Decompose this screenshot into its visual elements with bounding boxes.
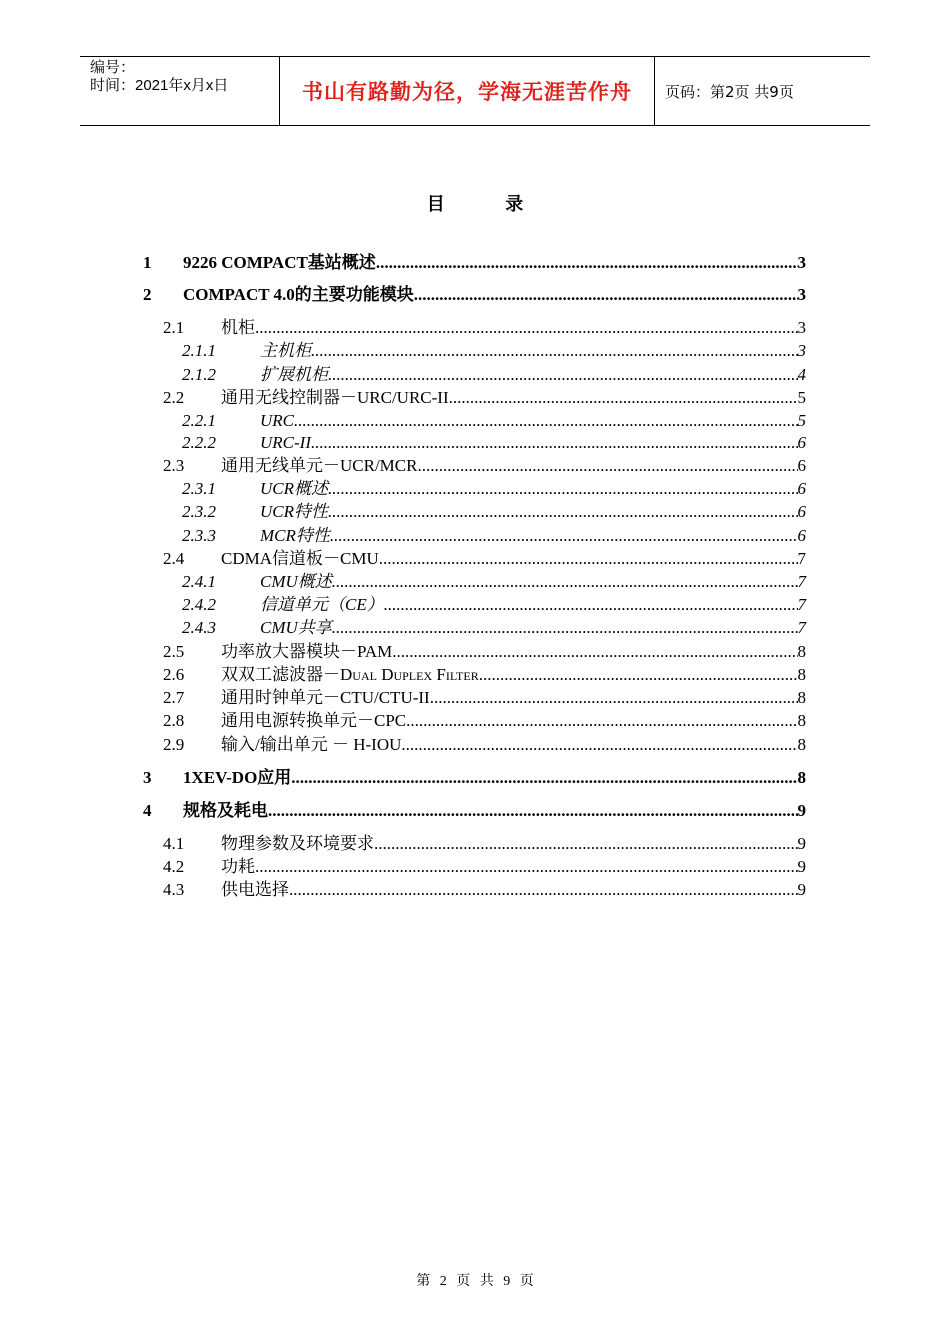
toc-entry-page: 3 <box>797 285 806 304</box>
toc-entry-1[interactable] <box>143 253 806 273</box>
toc-entry-2-2[interactable] <box>143 388 806 408</box>
toc-leader-dots <box>414 285 798 305</box>
toc-leader-dots <box>330 526 798 546</box>
toc-entry-label: 双双工滤波器－Dual Duplex Filter <box>221 665 479 684</box>
toc-entry-2-5[interactable] <box>143 642 806 662</box>
toc-entry-2-8[interactable] <box>143 711 806 731</box>
toc-entry-page: 7 <box>797 572 806 591</box>
toc-entry-number: 2.2.2 <box>182 433 216 452</box>
toc-leader-dots <box>401 735 797 755</box>
toc-entry-label: URC <box>260 411 294 430</box>
toc-entry-label: 主机柜 <box>260 341 311 360</box>
toc-entry-2-4[interactable] <box>143 549 806 569</box>
toc-entry-label: 输入/输出单元 － H-IOU <box>221 735 402 754</box>
header-page-label: 页码：第2页 共9页 <box>665 82 794 101</box>
toc-leader-dots <box>255 318 798 338</box>
toc-entry-label: 规格及耗电 <box>183 801 268 820</box>
toc-leader-dots <box>294 411 798 431</box>
toc-leader-dots <box>417 456 797 476</box>
toc-entry-number: 2.5 <box>163 642 185 661</box>
toc-entry-page: 6 <box>797 502 806 521</box>
toc-entry-number: 2.3.3 <box>182 526 216 545</box>
toc-entry-page: 7 <box>797 618 806 637</box>
toc-leader-dots <box>479 665 798 685</box>
toc-entry-label: UCR概述 <box>260 479 328 498</box>
toc-entry-number: 2.4.2 <box>182 595 216 614</box>
toc-leader-dots <box>376 253 798 273</box>
toc-entry-page: 8 <box>797 735 806 754</box>
toc-entry-label: URC-II <box>260 433 311 452</box>
toc-leader-dots <box>392 642 797 662</box>
toc-entry-label: CMU共享 <box>260 618 332 637</box>
toc-entry-page: 9 <box>797 834 806 853</box>
toc-entry-label: 机柜 <box>221 318 255 337</box>
toc-entry-page: 6 <box>797 526 806 545</box>
toc-entry-number: 4 <box>143 801 152 820</box>
toc-entry-number: 1 <box>143 253 152 272</box>
toc-entry-label: MCR特性 <box>260 526 330 545</box>
toc-entry-number: 4.2 <box>163 857 185 876</box>
toc-entry-label: UCR特性 <box>260 502 328 521</box>
toc-entry-3[interactable] <box>143 768 806 788</box>
toc-entry-number: 2.9 <box>163 735 185 754</box>
header-meta <box>80 57 280 125</box>
toc-entry-number: 2.6 <box>163 665 185 684</box>
toc-entry-page: 8 <box>797 768 806 787</box>
toc-entry-page: 5 <box>797 411 806 430</box>
toc-leader-dots <box>384 595 798 615</box>
toc-entry-label: 信道单元（CE） <box>260 595 384 614</box>
toc-entry-number: 2.8 <box>163 711 185 730</box>
toc-entry-page: 3 <box>797 253 806 272</box>
toc-entry-label: 物理参数及环境要求 <box>221 834 374 853</box>
toc-leader-dots <box>430 688 798 708</box>
toc-entry-2-3-3[interactable] <box>143 526 806 546</box>
toc-entry-page: 7 <box>797 549 806 568</box>
toc-entry-label: 通用无线控制器－URC/URC-II <box>221 388 449 407</box>
toc-entry-number: 3 <box>143 768 152 787</box>
toc-leader-dots <box>406 711 797 731</box>
page-footer: 第 2 页 共 9 页 <box>416 1274 534 1289</box>
toc-entry-label: 1XEV-DO应用 <box>183 768 292 787</box>
toc-entry-number: 2 <box>143 285 152 304</box>
toc-title: 目 录 <box>426 194 552 214</box>
toc-entry-number: 2.1.2 <box>182 365 216 384</box>
toc-entry-label: 扩展机柜 <box>260 365 328 384</box>
toc-entry-2-9[interactable] <box>143 735 806 755</box>
toc-entry-2[interactable] <box>143 285 806 305</box>
toc-entry-page: 8 <box>797 665 806 684</box>
toc-leader-dots <box>374 834 798 854</box>
toc-entry-2-6[interactable] <box>143 665 806 685</box>
toc-entry-number: 2.7 <box>163 688 185 707</box>
toc-entry-number: 2.1.1 <box>182 341 216 360</box>
toc-entry-2-1[interactable] <box>143 318 806 338</box>
toc-entry-number: 4.1 <box>163 834 185 853</box>
toc-leader-dots <box>291 768 797 788</box>
toc-entry-2-3[interactable] <box>143 456 806 476</box>
toc-entry-4-1[interactable] <box>143 834 806 854</box>
toc-entry-label: 通用时钟单元－CTU/CTU-II <box>221 688 430 707</box>
page-header <box>80 56 870 126</box>
header-date-label: 时间：2021年x月x日 <box>90 77 229 94</box>
toc-entry-label: 9226 COMPACT基站概述 <box>183 253 376 272</box>
toc-entry-2-3-2[interactable] <box>143 502 806 522</box>
toc-entry-page: 3 <box>797 341 806 360</box>
toc-entry-2-4-2[interactable] <box>143 595 806 615</box>
toc-leader-dots <box>289 880 798 900</box>
toc-entry-label: 通用电源转换单元－CPC <box>221 711 407 730</box>
toc-entry-label: 通用无线单元－UCR/MCR <box>221 456 418 475</box>
toc-entry-2-3-1[interactable] <box>143 479 806 499</box>
toc-entry-2-4-3[interactable] <box>143 618 806 638</box>
toc-entry-2-1-2[interactable] <box>143 365 806 385</box>
toc-entry-label: CDMA信道板－CMU <box>221 549 379 568</box>
toc-entry-number: 2.4.3 <box>182 618 216 637</box>
toc-leader-dots <box>255 857 798 877</box>
toc-entry-number: 2.3 <box>163 456 185 475</box>
toc-entry-number: 2.1 <box>163 318 185 337</box>
toc-entry-page: 7 <box>797 595 806 614</box>
toc-entry-page: 8 <box>797 711 806 730</box>
header-motto: 书山有路勤为径，学海无涯苦作舟 <box>280 57 655 125</box>
toc-entry-2-2-2[interactable] <box>143 433 806 453</box>
toc-entry-page: 8 <box>797 688 806 707</box>
toc-entry-number: 2.4.1 <box>182 572 216 591</box>
toc-leader-dots <box>332 618 798 638</box>
toc-entry-label: 供电选择 <box>221 880 289 899</box>
toc-leader-dots <box>328 365 798 385</box>
toc-entry-number: 4.3 <box>163 880 185 899</box>
toc-entry-label: COMPACT 4.0的主要功能模块 <box>183 285 414 304</box>
toc-entry-page: 6 <box>797 433 806 452</box>
toc-entry-4-3[interactable] <box>143 880 806 900</box>
header-number-label: 编号： <box>90 59 136 76</box>
toc-entry-page: 4 <box>797 365 806 384</box>
toc-leader-dots <box>328 502 798 522</box>
toc-entry-number: 2.3.1 <box>182 479 216 498</box>
toc-entry-page: 9 <box>797 801 806 820</box>
toc-entry-page: 9 <box>797 857 806 876</box>
toc-leader-dots <box>268 801 798 821</box>
toc-entry-page: 3 <box>797 318 806 337</box>
toc-entry-2-2-1[interactable] <box>143 411 806 431</box>
toc-entry-4-2[interactable] <box>143 857 806 877</box>
toc-entry-number: 2.2.1 <box>182 411 216 430</box>
toc-entry-label: 功耗 <box>221 857 255 876</box>
toc-leader-dots <box>328 479 798 499</box>
toc-leader-dots <box>311 341 798 361</box>
toc-leader-dots <box>449 388 798 408</box>
toc-entry-page: 8 <box>797 642 806 661</box>
toc-entry-number: 2.4 <box>163 549 185 568</box>
toc-entry-page: 5 <box>797 388 806 407</box>
toc-entry-number: 2.2 <box>163 388 185 407</box>
toc-entry-page: 9 <box>797 880 806 899</box>
toc-entry-4[interactable] <box>143 801 806 821</box>
toc-entry-label: 功率放大器模块－PAM <box>221 642 393 661</box>
toc-entry-2-7[interactable] <box>143 688 806 708</box>
toc-leader-dots <box>311 433 798 453</box>
toc-entry-number: 2.3.2 <box>182 502 216 521</box>
toc-leader-dots <box>379 549 798 569</box>
toc-leader-dots <box>332 572 798 592</box>
toc-entry-label: CMU概述 <box>260 572 332 591</box>
toc-entry-2-1-1[interactable] <box>143 341 806 361</box>
toc-entry-page: 6 <box>797 456 806 475</box>
toc-entry-page: 6 <box>797 479 806 498</box>
toc-entry-2-4-1[interactable] <box>143 572 806 592</box>
